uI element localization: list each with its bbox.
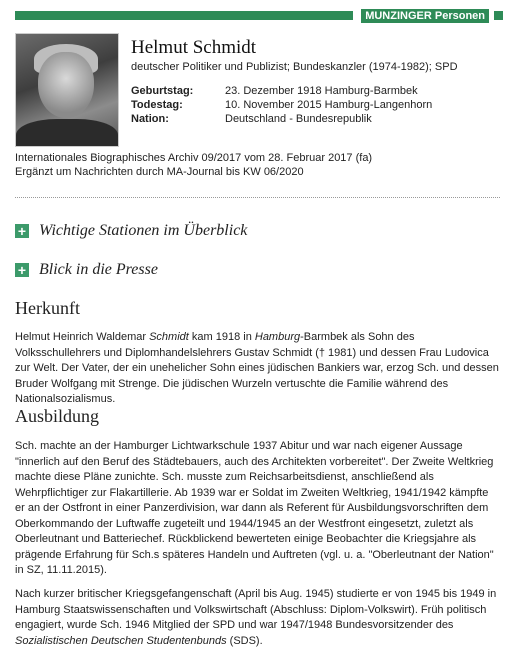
facts-table	[131, 84, 432, 126]
paragraph-ausbildung-2: Nach kurzer britischer Kriegsgefangenschaft (April bis Aug. 1945) studierte er von 1945 bis 1949 in Hamburg Staatswissenschaften und Volkswirtschaft (Abschluss: Diplom-Volkswirt). Früh politisch engagiert, wurde Sch. 1946 Mitglied der SPD und war 1947/1948 Bundesvorsitzender des Sozialistischen Deutschen Studentenbunds (SDS).	[15, 588, 497, 647]
fact-label: Nation:	[131, 113, 169, 125]
plus-icon[interactable]: +	[15, 263, 29, 277]
fact-value: 23. Dezember 1918 Hamburg-Barmbek	[225, 85, 418, 97]
person-name: Helmut Schmidt	[131, 37, 257, 58]
person-description: deutscher Politiker und Publizist; Bundeskanzler (1974-1982); SPD	[131, 61, 458, 73]
expander-stationen[interactable]	[15, 222, 247, 240]
fact-label: Todestag:	[131, 99, 183, 111]
fact-value: Deutschland - Bundesrepublik	[225, 113, 372, 125]
section-title-herkunft: Herkunft	[15, 298, 80, 318]
expander-presse[interactable]	[15, 261, 158, 279]
dotted-divider	[15, 197, 500, 198]
header-rule-end	[494, 11, 503, 20]
fact-value: 10. November 2015 Hamburg-Langenhorn	[225, 99, 433, 111]
plus-icon[interactable]: +	[15, 224, 29, 238]
expander-label[interactable]: Blick in die Presse	[39, 261, 158, 278]
fact-label: Geburtstag:	[131, 85, 194, 97]
expander-label[interactable]: Wichtige Stationen im Überblick	[39, 222, 248, 239]
paragraph-ausbildung-1: Sch. machte an der Hamburger Lichtwarkschule 1937 Abitur und war nach eigener Aussage "innerlich auf den Beruf des Städtebauers, auch des Architekten vorbereitet". Der Zweite Weltkrieg machte diese Pläne zunichte. Sch. musste zum Reichsarbeitsdienst, anschließend als Wehrpflichtiger zur Flakartillerie. Ab 1939 war er Soldat im Zweiten Weltkrieg, 1941/1942 kämpfte er an der Ostfront in einer Panzerdivision, war dann als Referent für Ausbildungsvorschriften dem Oberkommando der Luftwaffe zugeteilt und 1944/1945 an der Westfront eingesetzt, zuletzt als Oberleutnant und Batteriechef. Rückblickend bewerteten einige Beobachter die Kriegsjahre als prägende Erfahrung für Sch.s späteres Handeln und Auftreten (vgl. u. a. "Oberleutnant der Nation" in SZ, 11.11.2015).	[15, 440, 494, 576]
source-line: Ergänzt um Nachrichten durch MA-Journal bis KW 06/2020	[15, 166, 304, 178]
portrait-photo	[15, 33, 119, 147]
source-line: Internationales Biographisches Archiv 09/2017 vom 28. Februar 2017 (fa)	[15, 152, 373, 164]
header-bar	[15, 9, 503, 23]
brand-label[interactable]: MUNZINGER Personen	[361, 9, 489, 23]
fact-row	[131, 84, 432, 98]
fact-row	[131, 112, 432, 126]
source-note	[15, 151, 372, 179]
section-title-ausbildung: Ausbildung	[15, 406, 100, 426]
fact-row	[131, 98, 432, 112]
header-rule	[15, 11, 353, 20]
paragraph-herkunft: Helmut Heinrich Waldemar Schmidt kam 1918 in Hamburg-Barmbek als Sohn des Volksschullehrers und Diplomhandelslehrers Gustav Schmidt († 1981) und dessen Frau Ludovica zur Welt. Der Vater, der ein unehelicher Sohn eines jüdischen Bankiers war, erzog Sch. und dessen Bruder Wolfgang mit Strenge. Die jüdischen Wurzeln vertuschte die Familie während des Nationalsozialismus.	[15, 331, 499, 405]
